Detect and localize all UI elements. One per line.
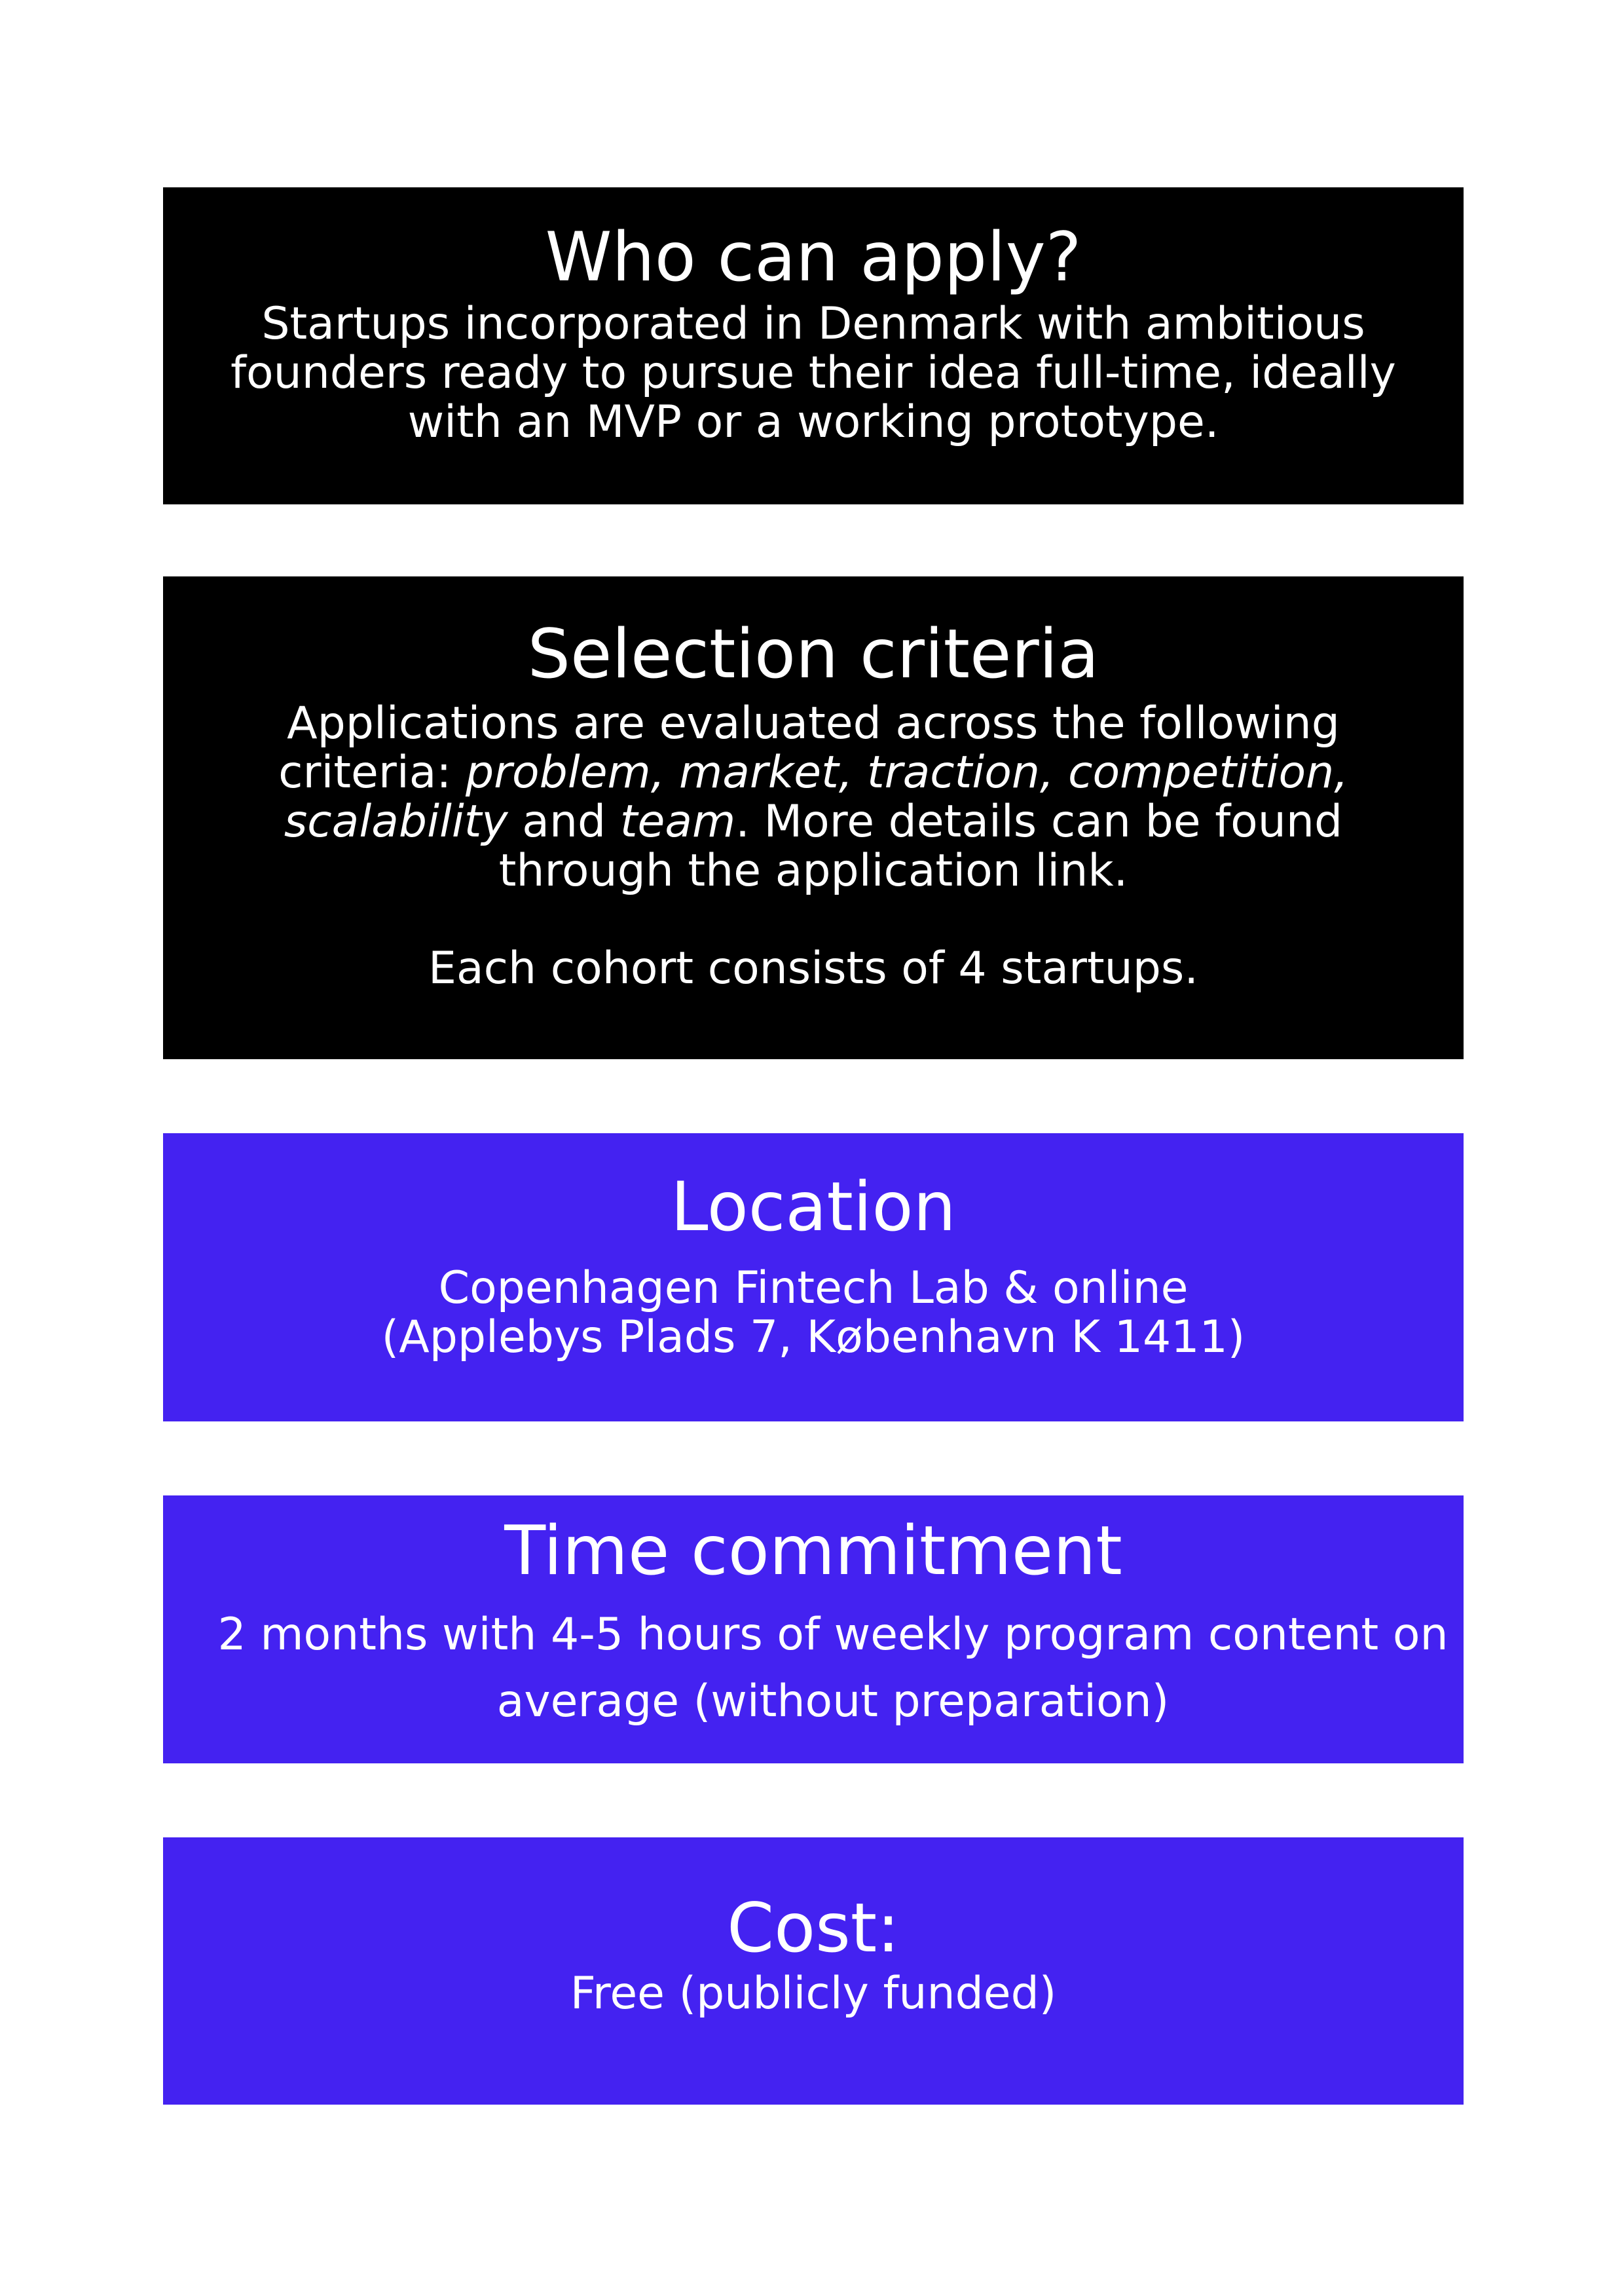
selection-criteria-card (163, 576, 1464, 1059)
location-title: Location (671, 1168, 956, 1247)
location-venue: Copenhagen Fintech Lab & online (438, 1262, 1189, 1315)
who-can-apply-body: Startups incorporated in Denmark with ambitious founders ready to pursue their idea full-time, ideally with an MVP or a working prototype. (231, 298, 1396, 449)
selection-intro: Applications are evaluated across the following criteria: (278, 698, 1340, 799)
selection-and: and (507, 796, 620, 848)
cost-title: Cost: (727, 1889, 900, 1968)
location-card (163, 1133, 1464, 1421)
cohort-size-text: Each cohort consists of 4 startups. (428, 942, 1198, 994)
time-commitment-card (163, 1495, 1464, 1763)
who-can-apply-card (163, 187, 1464, 504)
selection-last-criterion: team (619, 796, 736, 848)
selection-criteria-body (163, 700, 1464, 895)
selection-outro: . More details can be found through the application link. (498, 796, 1343, 897)
who-can-apply-title: Who can apply? (545, 218, 1082, 297)
location-details (163, 1264, 1464, 1362)
cost-body: Free (publicly funded) (570, 1968, 1057, 2020)
time-commitment-body: 2 months with 4-5 hours of weekly program content on average (without preparation) (217, 1609, 1449, 1728)
selection-criteria-list: problem, market, traction, competition, scalability (284, 747, 1348, 848)
time-commitment-title: Time commitment (504, 1512, 1122, 1590)
location-address: (Applebys Plads 7, København K 1411) (381, 1311, 1246, 1364)
cost-card (163, 1837, 1464, 2105)
selection-criteria-title: Selection criteria (527, 615, 1099, 694)
